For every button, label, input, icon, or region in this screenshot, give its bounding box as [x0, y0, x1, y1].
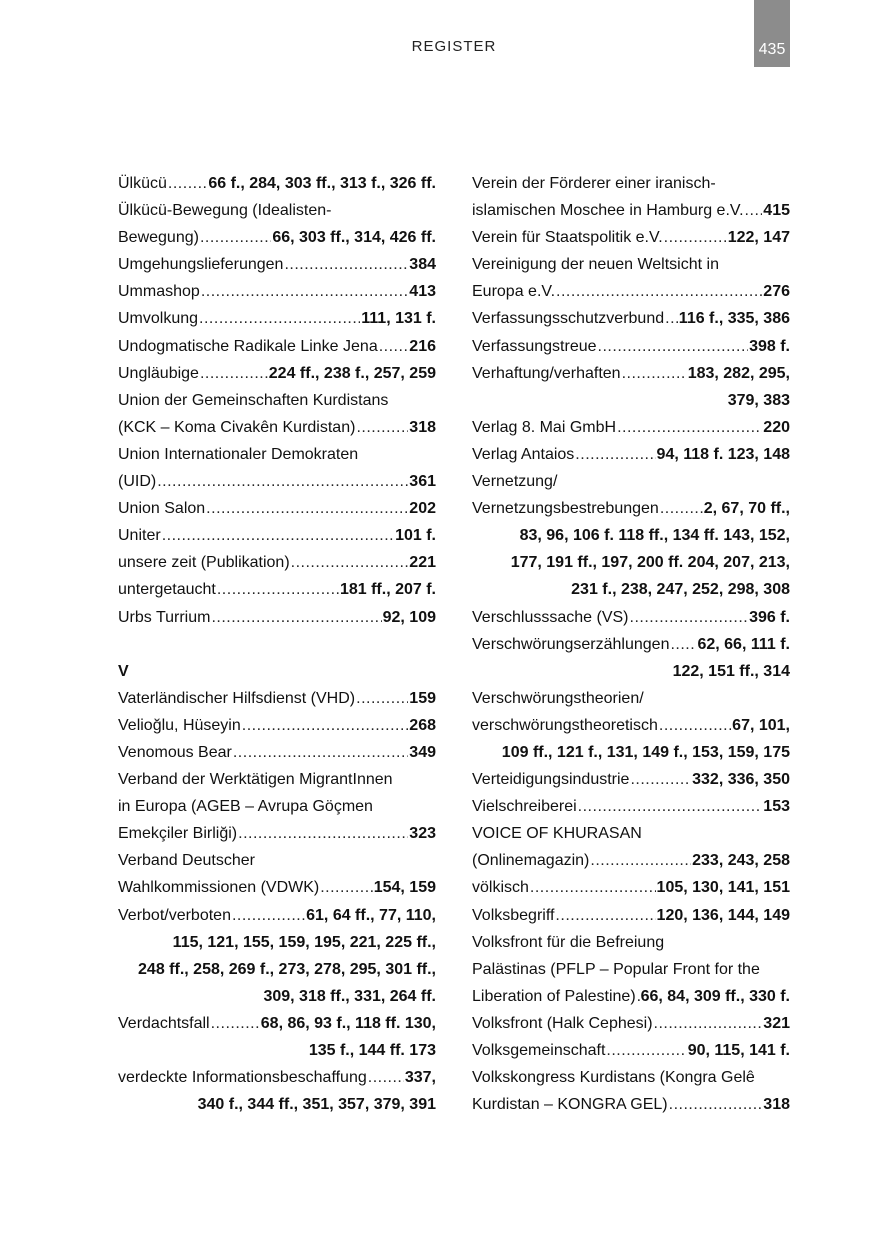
- dot-leader: [622, 360, 687, 387]
- index-entry-continuation: 231 f., 238, 247, 252, 298, 308: [571, 581, 790, 599]
- index-term: unsere zeit (Publikation): [118, 554, 290, 572]
- page-references: 94, 118 f. 123, 148: [656, 445, 790, 463]
- dot-leader: [654, 1010, 763, 1037]
- index-entry: [472, 224, 790, 251]
- index-term: Verfassungsschutzverbund: [472, 310, 665, 328]
- index-entry: [118, 874, 436, 901]
- dot-leader: [232, 902, 305, 929]
- index-term: Emekçiler Birliği): [118, 825, 238, 843]
- index-term-line: Verband Deutscher: [118, 852, 255, 870]
- page-references: 361: [409, 473, 436, 491]
- dot-leader: [284, 251, 408, 278]
- dot-leader: [242, 712, 409, 739]
- dot-leader: [211, 1010, 260, 1037]
- page-references: 337,: [404, 1069, 436, 1087]
- dot-leader: [669, 1091, 763, 1118]
- index-term: verdeckte Informationsbeschaffung: [118, 1069, 367, 1087]
- page-references: 332, 336, 350: [692, 771, 790, 789]
- index-entry-continuation: 122, 151 ff., 314: [672, 662, 790, 680]
- page-references: 2, 67, 70 ff.,: [703, 500, 790, 518]
- index-term: Ungläubige: [118, 364, 199, 382]
- dot-leader: [745, 197, 763, 224]
- index-entry: [118, 522, 436, 549]
- index-term: Union Salon: [118, 500, 206, 518]
- page-references: 101 f.: [395, 527, 436, 545]
- index-entry-continuation: 248 ff., 258, 269 f., 273, 278, 295, 301 ff.,: [138, 960, 436, 978]
- index-term: Vielschreiberei: [472, 798, 577, 816]
- index-term: Volksgemeinschaft: [472, 1042, 606, 1059]
- index-term: völkisch: [472, 879, 529, 897]
- page-references: 159: [409, 689, 436, 707]
- index-entry-continuation: 115, 121, 155, 159, 195, 221, 225 ff.,: [172, 933, 436, 951]
- index-term-line: Vereinigung der neuen Weltsicht in: [472, 256, 719, 274]
- index-term: Verbot/verboten: [118, 906, 231, 924]
- page-references: 415: [763, 202, 790, 220]
- dot-leader: [606, 1037, 686, 1064]
- running-title: REGISTER: [411, 38, 497, 55]
- dot-leader: [320, 874, 373, 901]
- page-references: 398 f.: [749, 337, 790, 355]
- dot-leader: [162, 522, 394, 549]
- index-entry-continuation: 177, 191 ff., 197, 200 ff. 204, 207, 213,: [510, 554, 790, 572]
- dot-leader: [379, 333, 409, 360]
- index-entry: [118, 1064, 436, 1091]
- index-term: Wahlkommissionen (VDWK): [118, 879, 320, 897]
- index-entry: [472, 766, 790, 793]
- index-entry-continuation: 309, 318 ff., 331, 264 ff.: [263, 987, 436, 1005]
- index-entry: [472, 874, 790, 901]
- page-references: 384: [409, 256, 436, 274]
- index-term: Urbs Turrium: [118, 608, 211, 626]
- index-term: Vernetzungsbestrebungen: [472, 500, 659, 518]
- index-term: Vaterländischer Hilfsdienst (VHD): [118, 689, 356, 707]
- dot-leader: [217, 576, 339, 603]
- dot-leader: [356, 685, 408, 712]
- index-term: (Onlinemagazin): [472, 852, 590, 870]
- index-term: Kurdistan – KONGRA GEL): [472, 1096, 668, 1114]
- index-entry: [118, 360, 436, 387]
- index-term-line: Volkskongress Kurdistans (Kongra Gelê: [472, 1069, 755, 1087]
- index-entry: [472, 793, 790, 820]
- page-references: 122, 147: [727, 229, 790, 247]
- page-references: 61, 64 ff., 77, 110,: [306, 906, 436, 924]
- index-entry: [118, 820, 436, 847]
- index-entry: [118, 468, 436, 495]
- dot-leader: [630, 604, 749, 631]
- index-entry: [118, 712, 436, 739]
- page-references: 66, 303 ff., 314, 426 ff.: [272, 229, 436, 247]
- running-head: [0, 38, 875, 55]
- dot-leader: [630, 766, 691, 793]
- index-entry: [472, 305, 790, 332]
- page-references: 105, 130, 141, 151: [656, 879, 790, 897]
- index-entry: [118, 576, 436, 603]
- index-term: Volksbegriff: [472, 906, 555, 924]
- dot-leader: [598, 333, 749, 360]
- dot-leader: [233, 739, 408, 766]
- index-entry: [472, 983, 790, 1010]
- index-column-right: [472, 170, 790, 1118]
- index-entry: [472, 604, 790, 631]
- index-term: Umvolkung: [118, 310, 199, 328]
- index-entry-continuation: 379, 383: [727, 391, 790, 409]
- index-entry: [472, 1010, 790, 1037]
- index-term: Verhaftung/verhaften: [472, 364, 621, 382]
- index-term: Europa e.V.: [472, 283, 556, 301]
- page-references: 62, 66, 111 f.: [697, 635, 790, 653]
- page-references: 116 f., 335, 386: [678, 310, 790, 328]
- page-references: 268: [409, 716, 436, 734]
- dot-leader: [664, 224, 727, 251]
- page-references: 68, 86, 93 f., 118 ff. 130,: [260, 1014, 436, 1032]
- index-entry: [472, 902, 790, 929]
- dot-leader: [356, 414, 408, 441]
- page-references: 66 f., 284, 303 ff., 313 f., 326 ff.: [208, 175, 436, 192]
- dot-leader: [670, 631, 696, 658]
- index-term: untergetaucht: [118, 581, 216, 599]
- page-references: 120, 136, 144, 149: [656, 906, 790, 924]
- page-number: 435: [758, 41, 786, 58]
- index-term-line: Vernetzung/: [472, 473, 558, 491]
- dot-leader: [157, 468, 408, 495]
- index-term-line: Verein der Förderer einer iranisch-: [472, 175, 716, 192]
- index-entry: [118, 604, 436, 631]
- index-entry: [472, 847, 790, 874]
- index-term: Undogmatische Radikale Linke Jena: [118, 337, 378, 355]
- index-entry: [472, 333, 790, 360]
- index-term: Venomous Bear: [118, 743, 232, 761]
- index-entry: [118, 251, 436, 278]
- dot-leader: [578, 793, 763, 820]
- index-entry: [118, 549, 436, 576]
- page-references: 321: [763, 1014, 790, 1032]
- index-entry: [472, 1037, 790, 1064]
- index-term: Verschlusssache (VS): [472, 608, 629, 626]
- index-entry: [118, 278, 436, 305]
- index-entry: [118, 685, 436, 712]
- index-term: Verein für Staatspolitik e.V.: [472, 229, 663, 247]
- index-term: Verteidigungsindustrie: [472, 771, 630, 789]
- index-term: Verlag Antaios: [472, 445, 575, 463]
- page-references: 220: [763, 418, 790, 436]
- dot-leader: [659, 712, 731, 739]
- index-entry: [118, 170, 436, 197]
- page-references: 221: [409, 554, 436, 572]
- index-term: Umgehungslieferungen: [118, 256, 284, 274]
- dot-leader: [637, 983, 640, 1010]
- dot-leader: [556, 278, 762, 305]
- page-references: 323: [409, 825, 436, 843]
- index-term-line: Verband der Werktätigen MigrantInnen: [118, 771, 393, 789]
- index-term: Verfassungstreue: [472, 337, 597, 355]
- index-term: Volksfront (Halk Cephesi): [472, 1014, 653, 1032]
- page-references: 90, 115, 141 f.: [687, 1042, 790, 1059]
- page-references: 318: [763, 1096, 790, 1114]
- dot-leader: [555, 902, 655, 929]
- page-references: 413: [409, 283, 436, 301]
- page-references: 67, 101,: [732, 716, 790, 734]
- index-entry: [472, 441, 790, 468]
- index-entry: [118, 739, 436, 766]
- index-entry: [118, 224, 436, 251]
- page-references: 153: [763, 798, 790, 816]
- dot-leader: [199, 305, 360, 332]
- index-term: Ülkücü: [118, 175, 167, 192]
- page-references: 216: [409, 337, 436, 355]
- index-entry: [118, 902, 436, 929]
- dot-leader: [368, 1064, 404, 1091]
- index-term-line: VOICE OF KHURASAN: [472, 825, 642, 843]
- dot-leader: [200, 360, 268, 387]
- dot-leader: [617, 414, 762, 441]
- index-term-line: Union Internationaler Demokraten: [118, 445, 359, 463]
- page-references: 396 f.: [749, 608, 790, 626]
- page-references: 154, 159: [373, 879, 436, 897]
- index-entry: [472, 1091, 790, 1118]
- dot-leader: [206, 495, 408, 522]
- index-entry: [472, 360, 790, 387]
- index-term: Verdachtsfall: [118, 1014, 210, 1032]
- index-term: Uniter: [118, 527, 161, 545]
- index-entry: [118, 414, 436, 441]
- index-entry: [118, 495, 436, 522]
- page-references: 92, 109: [382, 608, 436, 626]
- index-entry-continuation: 340 f., 344 ff., 351, 357, 379, 391: [197, 1096, 436, 1114]
- index-entry-continuation: 135 f., 144 ff. 173: [308, 1042, 436, 1059]
- dot-leader: [660, 495, 703, 522]
- page-references: 181 ff., 207 f.: [339, 581, 436, 599]
- index-term: (KCK – Koma Civakên Kurdistan): [118, 418, 356, 436]
- page-references: 224 ff., 238 f., 257, 259: [268, 364, 436, 382]
- page-number-tab: [754, 0, 790, 67]
- page-references: 202: [409, 500, 436, 518]
- index-term: verschwörungstheoretisch: [472, 716, 658, 734]
- dot-leader: [201, 278, 408, 305]
- index-column-left: [118, 170, 436, 1118]
- dot-leader: [200, 224, 271, 251]
- index-term: islamischen Moschee in Hamburg e.V.: [472, 202, 744, 220]
- index-term: Verlag 8. Mai GmbH: [472, 418, 617, 436]
- page-references: 66, 84, 309 ff., 330 f.: [640, 987, 790, 1005]
- dot-leader: [211, 604, 381, 631]
- section-letter: V: [118, 662, 129, 680]
- section-gap: [118, 631, 436, 658]
- dot-leader: [168, 170, 207, 197]
- page-references: 276: [763, 283, 790, 301]
- index-entry: [118, 1010, 436, 1037]
- index-term: Bewegung): [118, 229, 199, 247]
- page-references: 111, 131 f.: [361, 310, 436, 328]
- dot-leader: [238, 820, 408, 847]
- dot-leader: [530, 874, 656, 901]
- dot-leader: [590, 847, 691, 874]
- index-term-line: in Europa (AGEB – Avrupa Göçmen: [118, 798, 373, 816]
- dot-leader: [575, 441, 655, 468]
- index-entry: [472, 631, 790, 658]
- index-entry-continuation: 83, 96, 106 f. 118 ff., 134 ff. 143, 152,: [519, 527, 790, 545]
- index-entry: [472, 495, 790, 522]
- index-term-line: Union der Gemeinschaften Kurdistans: [118, 391, 389, 409]
- index-term-line: Palästinas (PFLP – Popular Front for the: [472, 960, 760, 978]
- page-references: 318: [409, 418, 436, 436]
- index-entry-continuation: 109 ff., 121 f., 131, 149 f., 153, 159, 175: [501, 743, 790, 761]
- index-term: Velioğlu, Hüseyin: [118, 716, 241, 734]
- page-references: 349: [409, 743, 436, 761]
- index-entry: [472, 278, 790, 305]
- page-references: 233, 243, 258: [692, 852, 790, 870]
- page-references: 183, 282, 295,: [687, 364, 790, 382]
- index-term: Liberation of Palestine): [472, 987, 636, 1005]
- dot-leader: [291, 549, 409, 576]
- dot-leader: [665, 305, 678, 332]
- index-entry: [118, 305, 436, 332]
- index-entry: [472, 414, 790, 441]
- index-term: Ummashop: [118, 283, 200, 301]
- index-entry: [472, 712, 790, 739]
- index-entry: [472, 197, 790, 224]
- index-term-line: Volksfront für die Befreiung: [472, 933, 665, 951]
- index-term: (UID): [118, 473, 157, 491]
- index-term-line: Ülkücü-Bewegung (Idealisten-: [118, 202, 332, 220]
- index-term: Verschwörungserzählungen: [472, 635, 670, 653]
- index-entry: [118, 333, 436, 360]
- index-term-line: Verschwörungstheorien/: [472, 689, 644, 707]
